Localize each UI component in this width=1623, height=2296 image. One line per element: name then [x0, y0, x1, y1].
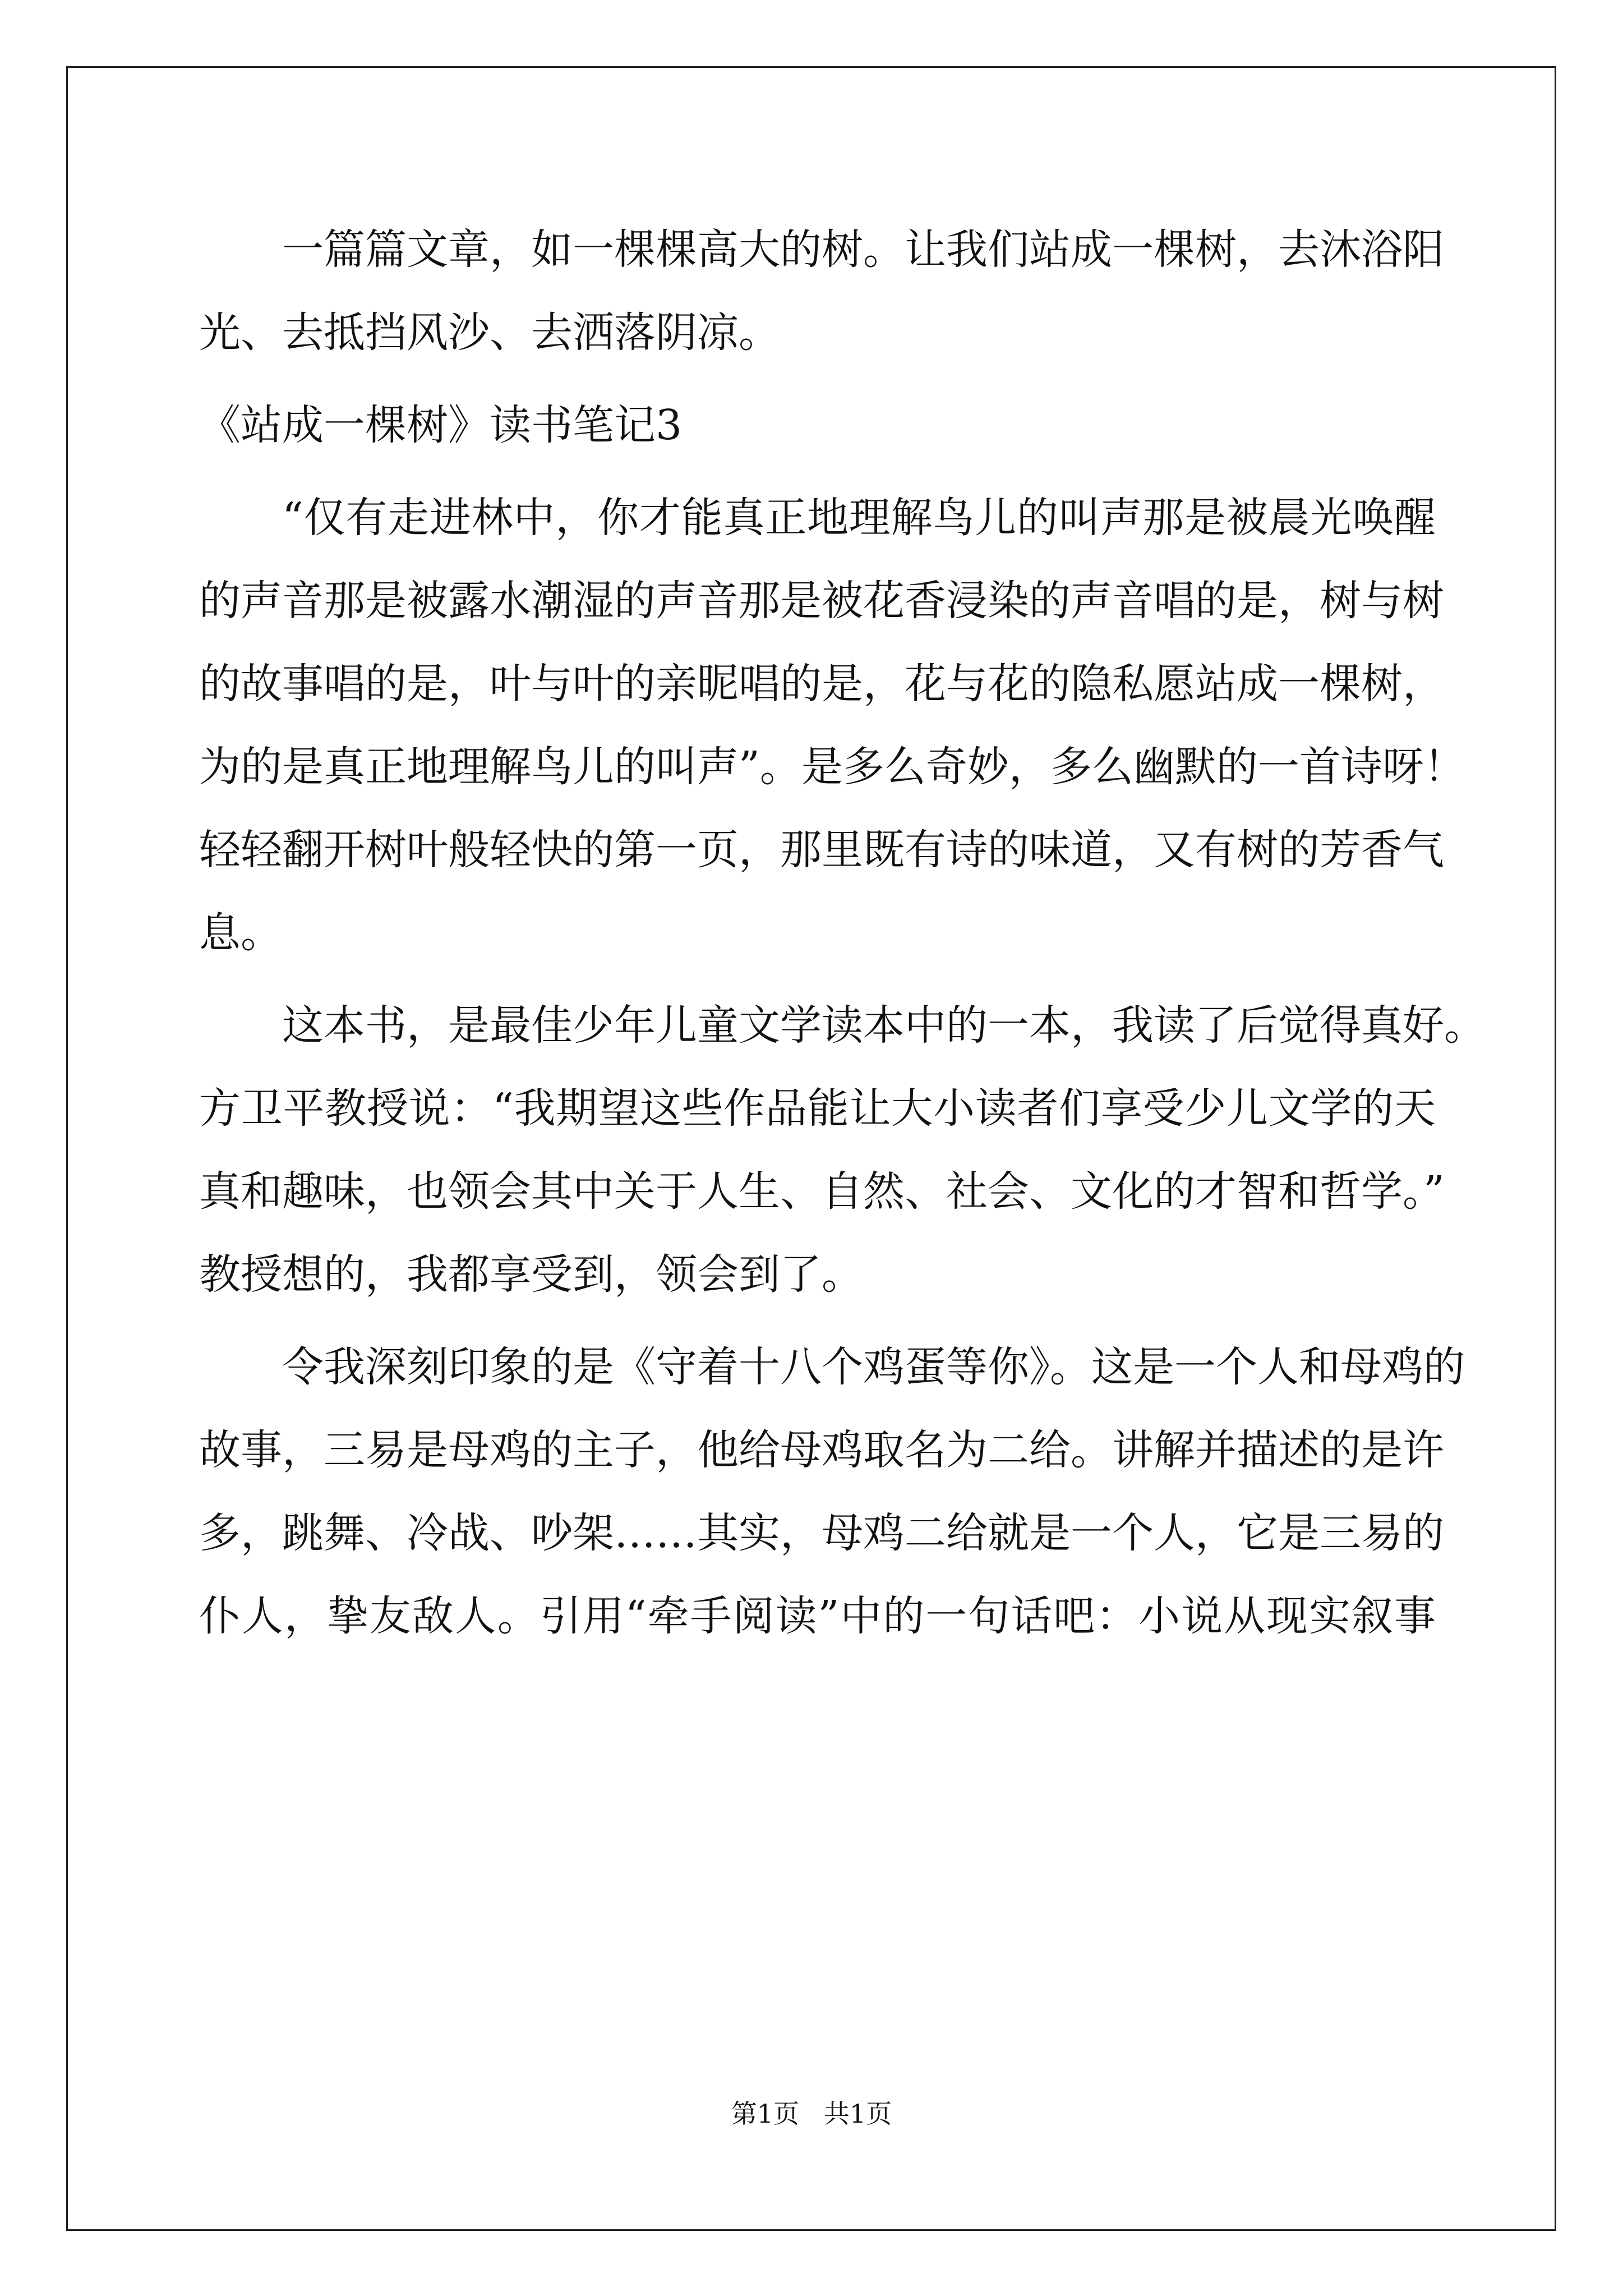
paragraph-line: 为的是真正地理解鸟儿的叫声”。是多么奇妙，多么幽默的一首诗呀！: [199, 743, 1465, 791]
paragraph-line: 的故事唱的是，叶与叶的亲昵唱的是，花与花的隐私愿站成一棵树，: [199, 660, 1444, 708]
paragraph-line: 真和趣味，也领会其中关于人生、自然、社会、文化的才智和哲学。”: [199, 1167, 1445, 1216]
paragraph-line: 故事，三易是母鸡的主子，他给母鸡取名为二给。讲解并描述的是许: [199, 1426, 1444, 1474]
page-border: [66, 66, 1556, 2231]
page-footer: 第1页 共1页: [731, 2099, 892, 2129]
paragraph-line: 的声音那是被露水潮湿的声音那是被花香浸染的声音唱的是，树与树: [199, 577, 1444, 625]
paragraph-line: 光、去抵挡风沙、去洒落阴凉。: [199, 309, 780, 357]
paragraph-line: 这本书，是最佳少年儿童文学读本中的一本，我读了后觉得真好。: [282, 1001, 1486, 1050]
paragraph-line: “仅有走进林中，你才能真正地理解鸟儿的叫声那是被晨光唤醒: [282, 494, 1436, 542]
section-heading: 《站成一棵树》读书笔记3: [199, 401, 683, 449]
paragraph-line: 一篇篇文章，如一棵棵高大的树。让我们站成一棵树，去沐浴阳: [282, 226, 1444, 274]
paragraph-line: 令我深刻印象的是《守着十八个鸡蛋等你》。这是一个人和母鸡的: [282, 1343, 1465, 1391]
paragraph-line: 仆人，挚友敌人。引用“牵手阅读”中的一句话吧：小说从现实叙事: [199, 1592, 1436, 1640]
paragraph-line: 轻轻翻开树叶般轻快的第一页，那里既有诗的味道，又有树的芳香气: [199, 826, 1444, 874]
paragraph-line: 多，跳舞、冷战、吵架……其实，母鸡二给就是一个人，它是三易的: [199, 1509, 1444, 1557]
paragraph-line: 息。: [199, 909, 282, 957]
paragraph-line: 方卫平教授说：“我期望这些作品能让大小读者们享受少儿文学的天: [199, 1084, 1436, 1133]
paragraph-line: 教授想的，我都享受到，领会到了。: [199, 1250, 863, 1299]
